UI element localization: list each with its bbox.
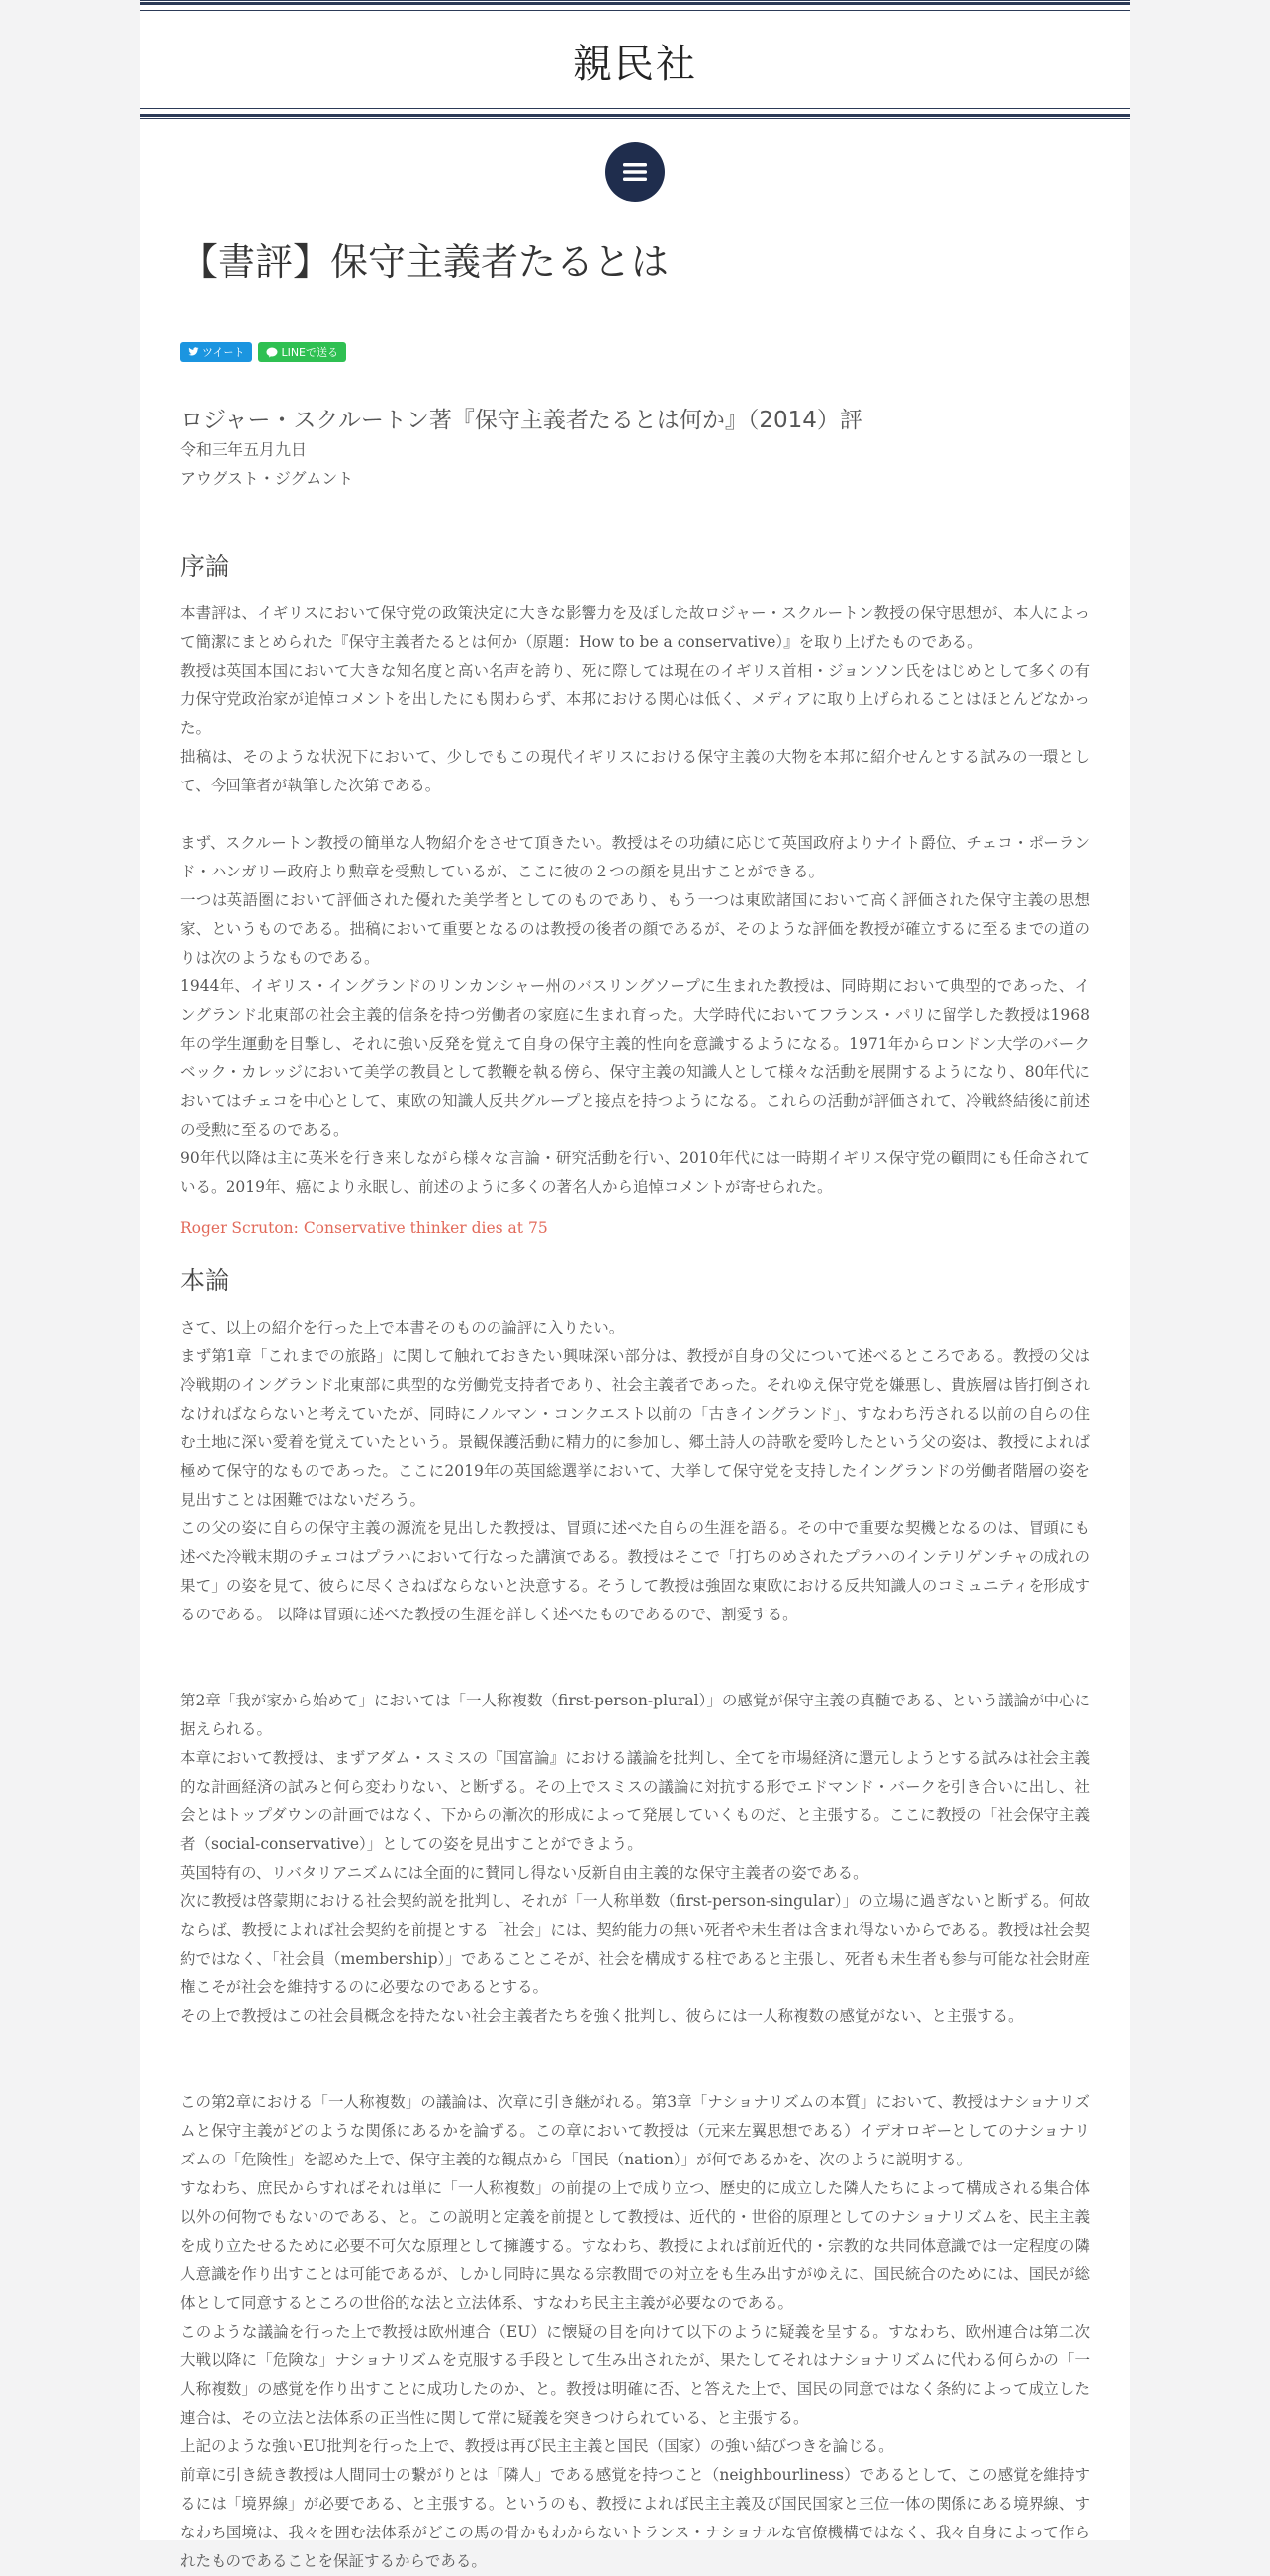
paragraph: すなわち、庶民からすればそれは単に「一人称複数」の前提の上で成り立つ、歴史的に成立した隣人たちによって構成される集合体以外の何物でもないのである、と。この説明と定義を前提として教授は、近代的・世俗的原理としてのナショナリズムを、民主主義を成り立たせるために必要不可欠な原理として擁護する。すなわち、教授によれば前近代的・宗教的な共同体意識では一定程度の隣人意識を作り出すことは可能であるが、しかし同時に異なる宗教間での対立をも生み出すがゆえに、国民統合のためには、国民が総体として同意するところの世俗的な法と立法体系、すなわち民主主義が必要なのである。 [180,2179,1090,2312]
paragraph: この父の姿に自らの保守主義の源流を見出した教授は、冒頭に述べた自らの生涯を語る。その中で重要な契機となるのは、冒頭にも述べた冷戦末期のチェコはプラハにおいて行なった講演である。教授はそこで「打ちのめされたプラハのインテリゲンチャの成れの果て」の姿を見て、彼らに尽くさねばならないと決意する。そうして教授は強固な東欧における反共知識人のコミュニティを形成するのである。 以降は冒頭に述べた教授の生涯を詳しく述べたものであるので、割愛する。 [180,1519,1090,1623]
bbc-obituary-link[interactable]: Roger Scruton: Conservative thinker dies at 75 [180,1219,548,1237]
article-author: アウグスト・ジグムント [180,469,354,488]
site-title[interactable]: 親民社 [573,42,697,87]
paragraph: 次に教授は啓蒙期における社会契約説を批判し、それが「一人称単数（first-person-singular）」の立場に過ぎないと断ずる。何故ならば、教授によれば社会契約を前提とする「社会」には、契約能力の無い死者や未生者は含まれ得ないからである。教授は社会契約ではなく、「社会員（membership）」であることこそが、社会を構成する柱であると主張し、死者も未生者も参与可能な社会財産権こそが社会を維持するのに必要なのであるとする。 [180,1892,1090,1996]
paragraph: 教授は英国本国において大きな知名度と高い名声を誇り、死に際しては現在のイギリス首相・ジョンソン氏をはじめとして多くの有力保守党政治家が追悼コメントを出したにも関わらず、本邦における関心は低く、メディアに取り上げられることはほとんどなかった。 [180,662,1090,737]
line-share-button[interactable] [258,342,346,362]
paragraph: 90年代以降は主に英米を行き来しながら様々な言論・研究活動を行い、2010年代には一時期イギリス保守党の顧問にも任命されている。2019年、癌により永眠し、前述のように多くの著名人から追悼コメントが寄せられた。 [180,1150,1090,1196]
line-chat-icon [266,347,278,358]
article-date: 令和三年五月九日 [180,440,308,459]
paragraph: さて、以上の紹介を行った上で本書そのものの論評に入りたい。 [180,1319,625,1336]
tweet-button[interactable] [180,342,252,362]
paragraph: 本書評は、イギリスにおいて保守党の政策決定に大きな影響力を及ぼした故ロジャー・スクルートン教授の保守思想が、本人によって簡潔にまとめられた『保守主義者たるとは何か（原題：How to be a conservative）』を取り上げたものである。 [180,604,1090,651]
paragraph: 1944年、イギリス・イングランドのリンカンシャー州のバスリングソープに生まれた教授は、同時期において典型的であった、イングランド北東部の社会主義的信条を持つ労働者の家庭に生まれ育った。大学時代においてフランス・パリに留学した教授は1968年の学生運動を目撃し、それに強い反発を覚えて自身の保守主義的性向を意識するようになる。1971年からロンドン大学のバークベック・カレッジにおいて美学の教員として教鞭を執る傍ら、保守主義の知識人として様々な活動を展開するようになり、80年代においてはチェコを中心として、東欧の知識人反共グループと接点を持つようになる。これらの活動が評価されて、冷戦終結後に前述の受勲に至るのである。 [180,977,1090,1139]
paragraph: まず第1章「これまでの旅路」に関して触れておきたい興味深い部分は、教授が自身の父について述べるところである。教授の父は冷戦期のイングランド北東部に典型的な労働党支持者であり、社会主義者であった。それゆえ保守党を嫌悪し、貴族層は皆打倒されなければならないと考えていたが、同時にノルマン・コンクエスト以前の「古きイングランド」、すなわち汚される以前の自らの住む土地に深い愛着を覚えていたという。景観保護活動に精力的に参加し、郷土詩人の詩歌を愛吟したという父の姿は、教授によれば極めて保守的なものであった。ここに2019年の英国総選挙において、大挙して保守党を支持したイングランドの労働者階層の姿を見出すことは困難ではないだろう。 [180,1347,1090,1509]
tweet-label: ツイート [202,346,245,359]
line-share-label: LINEで送る [281,346,339,359]
twitter-bird-icon [188,347,199,357]
hamburger-menu-icon [621,161,649,183]
paragraph: 一つは英語圏において評価された優れた美学者としてのものであり、もう一つは東欧諸国において高く評価された保守主義の思想家、というものである。拙稿において重要となるのは教授の後者の顔であるが、そのような評価を教授が確立するに至るまでの道のりは次のようなものである。 [180,891,1090,966]
paragraph: その上で教授はこの社会員概念を持たない社会主義者たちを強く批判し、彼らには一人称複数の感覚がない、と主張する。 [180,2007,1024,2025]
header-top-rule [140,3,1130,11]
paragraph: まず、スクルートン教授の簡単な人物紹介をさせて頂きたい。教授はその功績に応じて英国政府よりナイト爵位、チェコ・ポーランド・ハンガリー政府より勲章を受勲しているが、ここに彼の２つの顔を見出すことができる。 [180,834,1090,880]
site-header [140,0,1130,119]
page [140,0,1130,2570]
share-buttons [180,342,1090,364]
article-title: 【書評】保守主義者たるとは [180,240,670,284]
paragraph: 英国特有の、リバタリアニズムには全面的に賛同し得ない反新自由主義的な保守主義者の姿である。 [180,1864,868,1882]
paragraph: 前章に引き続き教授は人間同士の繋がりとは「隣人」である感覚を持つこと（neighbourliness）であるとして、この感覚を維持するには「境界線」が必要である、と主張する。というのも、教授によれば民主主義及び国民国家と三位一体の関係にある境界線、すなわち国境は、我々を囲む法体系がどこの馬の骨かもわからないトランス・ナショナルな官僚機構ではなく、我々自身によって作られたものであることを保証するからである。 [180,2466,1090,2570]
section-heading-body: 本論 [180,1266,230,1295]
section-heading-intro: 序論 [180,552,230,581]
header-bottom-rule [140,108,1130,116]
paragraph: 拙稿は、そのような状況下において、少しでもこの現代イギリスにおける保守主義の大物を本邦に紹介せんとする試みの一環として、今回筆者が執筆した次第である。 [180,748,1090,794]
paragraph: 第2章「我が家から始めて」においては「一人称複数（first-person-plural）」の感覚が保守主義の真髄である、という議論が中心に据えられる。 [180,1692,1090,1738]
paragraph: 本章において教授は、まずアダム・スミスの『国富論』における議論を批判し、全てを市場経済に還元しようとする試みは社会主義的な計画経済の試みと何ら変わりない、と断ずる。その上でスミスの議論に対抗する形でエドマンド・バークを引き合いに出し、社会とはトップダウンの計画ではなく、下からの漸次的形成によって発展していくものだ、と主張する。ここに教授の「社会保守主義者（social-conservative）」としての姿を見出すことができよう。 [180,1749,1090,1853]
paragraph: このような議論を行った上で教授は欧州連合（EU）に懐疑の目を向けて以下のように疑義を呈する。すなわち、欧州連合は第二次大戦以降に「危険な」ナショナリズムを克服する手段として生み出されたが、果たしてそれはナショナリズムに代わる何らかの「一人称複数」の感覚を作り出すことに成功したのか、と。教授は明確に否、と答えた上で、国民の同意ではなく条約によって成立した連合は、その立法と法体系の正当性に関して常に疑義を突きつけられている、と主張する。 [180,2323,1090,2427]
article [180,237,1090,2576]
article-subtitle: ロジャー・スクルートン著『保守主義者たるとは何か』（2014）評 [180,408,862,433]
paragraph: この第2章における「一人称複数」の議論は、次章に引き継がれる。第3章「ナショナリズムの本質」において、教授はナショナリズムと保守主義がどのような関係にあるかを論ずる。この章において教授は（元来左翼思想である）イデオロギーとしてのナショナリズムの「危険性」を認めた上で、保守主義的な観点から「国民（nation）」が何であるかを、次のように説明する。 [180,2093,1090,2168]
menu-button[interactable] [605,142,665,202]
paragraph: 上記のような強いEU批判を行った上で、教授は再び民主主義と国民（国家）の強い結びつきを論じる。 [180,2438,894,2455]
